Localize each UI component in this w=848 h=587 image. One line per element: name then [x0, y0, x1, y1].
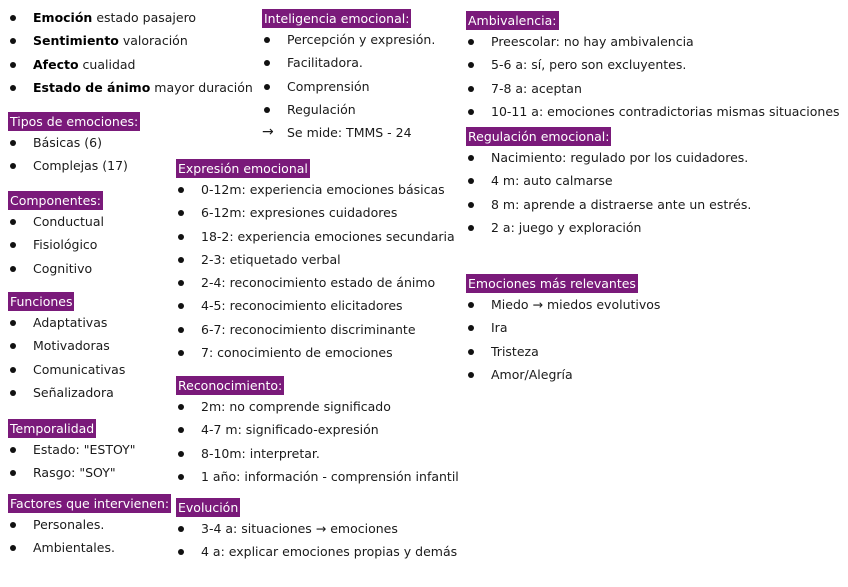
section-header: Funciones [10, 294, 73, 309]
list-item: Básicas (6) [8, 131, 252, 154]
list-item: Sentimiento valoración [8, 29, 252, 52]
list-item: 2-3: etiquetado verbal [176, 248, 468, 271]
list-item: 1 año: información - comprensión infantil [176, 465, 468, 488]
list-item: Ira [466, 316, 846, 339]
list-item: 7: conocimiento de emociones [176, 341, 468, 364]
list-item: Afecto cualidad [8, 53, 252, 76]
list-item: 0-12m: experiencia emociones básicas [176, 178, 468, 201]
section-header: Temporalidad [10, 421, 95, 436]
evolucion-section [176, 497, 468, 564]
list-item: 5-6 a: sí, pero son excluyentes. [466, 53, 846, 76]
list-item: 7-8 a: aceptan [466, 77, 846, 100]
section-header: Regulación emocional: [468, 129, 610, 144]
list-item: Conductual [8, 210, 252, 233]
expresion-section [176, 158, 468, 364]
section-header: Inteligencia emocional: [264, 11, 410, 26]
list-item: 8 m: aprende a distraerse ante un estrés. [466, 193, 846, 216]
list-item: Miedo → miedos evolutivos [466, 293, 846, 316]
list-item: Estado: "ESTOY" [8, 438, 252, 461]
list-item: 6-12m: expresiones cuidadores [176, 201, 468, 224]
section-header: Reconocimiento: [178, 378, 283, 393]
list-item: Amor/Alegría [466, 363, 846, 386]
list-item: Emoción estado pasajero [8, 6, 252, 29]
list-item: → Se mide: TMMS - 24 [262, 121, 468, 144]
list-item: 2m: no comprende significado [176, 395, 468, 418]
list-item: Regulación [262, 98, 468, 121]
list-item: Preescolar: no hay ambivalencia [466, 30, 846, 53]
list-item: 18-2: experiencia emociones secundaria [176, 225, 468, 248]
list-item: Comunicativas [8, 358, 252, 381]
list-item: 4-5: reconocimiento elicitadores [176, 294, 468, 317]
reconocimiento-section [176, 375, 468, 488]
list-item: Percepción y expresión. [262, 28, 468, 51]
list-item: Comprensión [262, 75, 468, 98]
list-item: Nacimiento: regulado por los cuidadores. [466, 146, 846, 169]
list-item: Complejas (17) [8, 154, 252, 177]
list-item: 4 a: explicar emociones propias y demás [176, 540, 468, 563]
section-header: Factores que intervienen: [10, 496, 170, 511]
list-item: Rasgo: "SOY" [8, 461, 252, 484]
list-item: Fisiológico [8, 233, 252, 256]
definitions-section [8, 6, 252, 99]
list-item: Tristeza [466, 340, 846, 363]
list-item: 2-4: reconocimiento estado de ánimo [176, 271, 468, 294]
section-header: Expresión emocional [178, 161, 308, 176]
list-item: Facilitadora. [262, 51, 468, 74]
list-item: 6-7: reconocimiento discriminante [176, 318, 468, 341]
definitions-list [8, 6, 252, 99]
list-item: Adaptativas [8, 311, 252, 334]
ambivalencia-section [466, 10, 846, 123]
regulacion-section [466, 126, 846, 239]
list-item: Ambientales. [8, 536, 252, 559]
list-item: Motivadoras [8, 334, 252, 357]
section-header: Emociones más relevantes [468, 276, 636, 291]
right-arrow-icon: → [262, 124, 274, 141]
section-header: Evolución [178, 500, 239, 515]
list-item: 10-11 a: emociones contradictorias mismas situaciones [466, 100, 846, 123]
list-item: Señalizadora [8, 381, 252, 404]
section-header: Tipos de emociones: [10, 114, 139, 129]
list-item: 2 a: juego y exploración [466, 216, 846, 239]
section-header: Ambivalencia: [468, 13, 557, 28]
list-item: 4 m: auto calmarse [466, 169, 846, 192]
section-header: Componentes: [10, 193, 101, 208]
list-item: Cognitivo [8, 257, 252, 280]
list-item: 8-10m: interpretar. [176, 442, 468, 465]
relevantes-section [466, 273, 846, 386]
list-item: Personales. [8, 513, 252, 536]
list-item: 4-7 m: significado-expresión [176, 418, 468, 441]
list-item: 3-4 a: situaciones → emociones [176, 517, 468, 540]
inteligencia-section [262, 8, 468, 144]
list-item: Estado de ánimo mayor duración [8, 76, 252, 99]
